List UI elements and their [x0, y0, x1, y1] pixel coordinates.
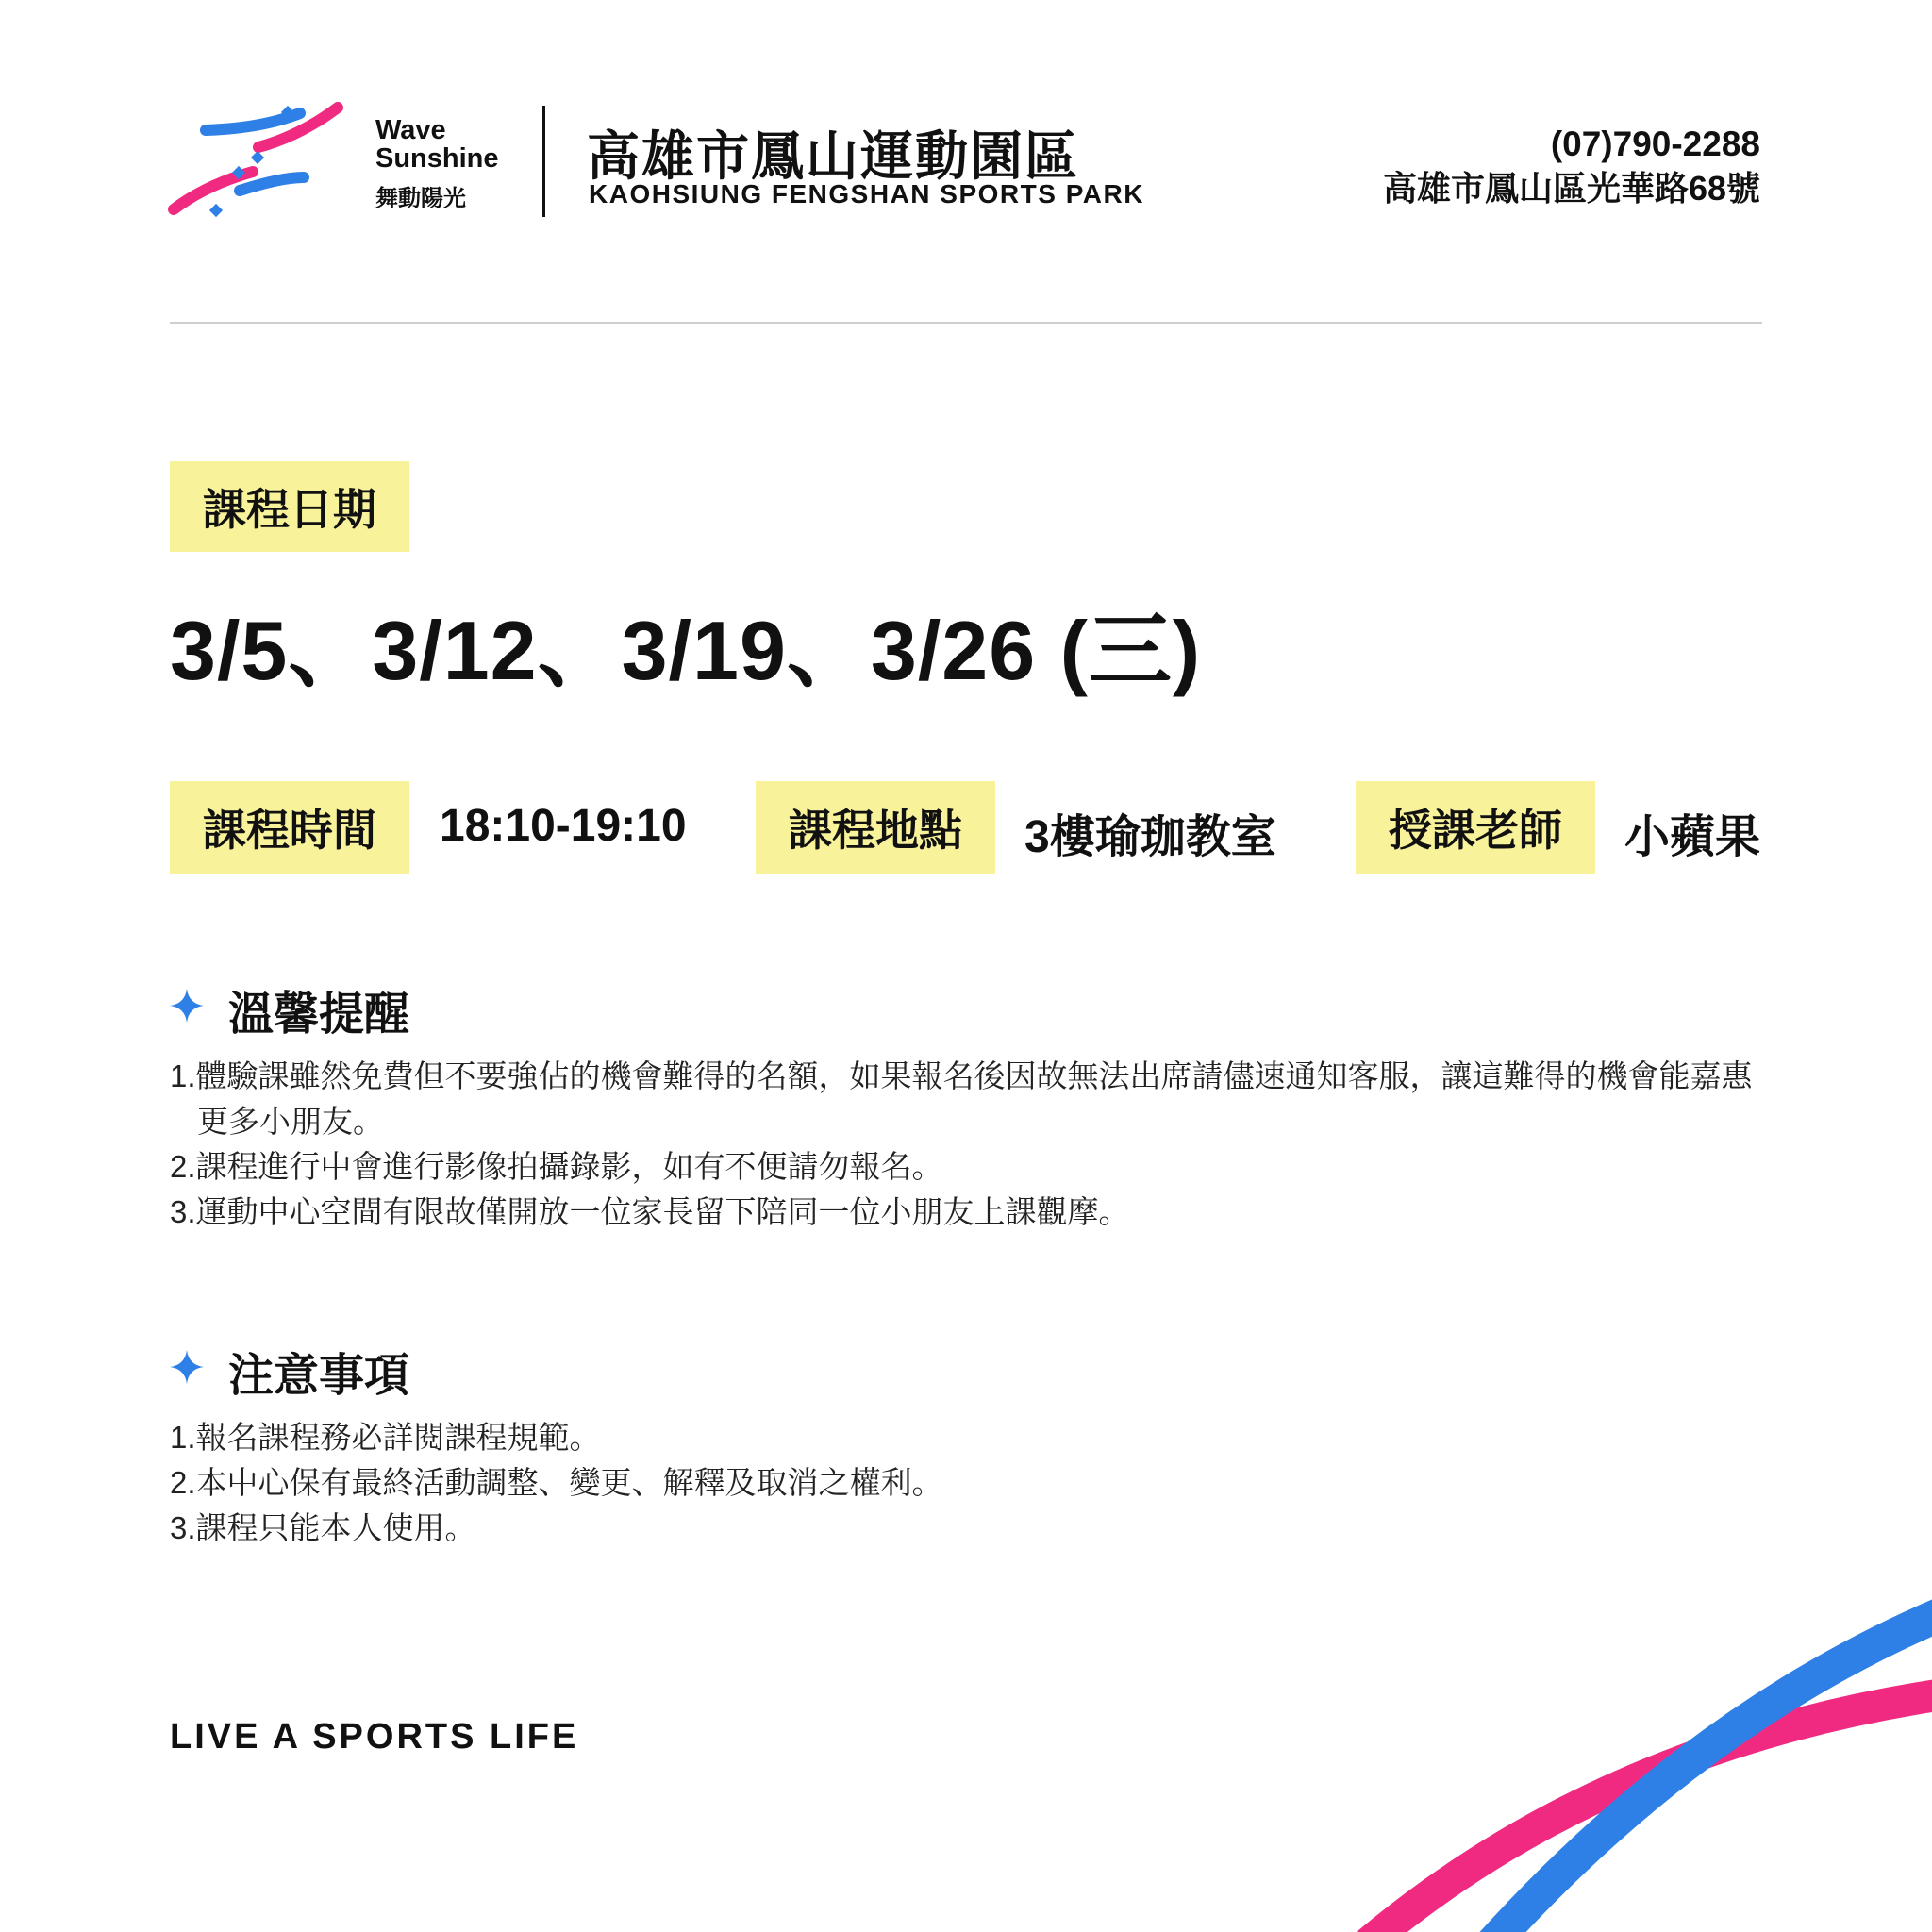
contact-address: 高雄市鳳山區光華路68號 [1382, 169, 1760, 208]
notes-item: 1.報名課程務必詳閱課程規範。 [170, 1420, 601, 1455]
course-place-value: 3樓瑜珈教室 [1024, 812, 1276, 862]
brand-name-en-line2: Sunshine [375, 143, 499, 174]
notes-item: 2.本中心保有最終活動調整、變更、解釋及取消之權利。 [170, 1465, 943, 1500]
notes-title: 注意事項 [228, 1351, 410, 1401]
course-date-label: 課程日期 [170, 461, 409, 552]
reminder-item: 3.運動中心空間有限故僅開放一位家長留下陪同一位小朋友上課觀摩。 [170, 1194, 1130, 1229]
diamond-star-icon [170, 1350, 204, 1384]
course-place-label: 課程地點 [756, 781, 995, 874]
blue-wave-stripe [1492, 1613, 1932, 1932]
pink-wave-stripe [1368, 1694, 1932, 1932]
contact-phone: (07)790-2288 [1550, 125, 1760, 163]
brand-name-en-line1: Wave [375, 115, 446, 145]
reminder-item: 1.體驗課雖然免費但不要強佔的機會難得的名額，如果報名後因故無法出席請儘速通知客服，讓這難得的機會能嘉惠更多小朋友。 [170, 1058, 1753, 1139]
course-time-label: 課程時間 [170, 781, 409, 874]
wave-sunshine-logo-icon [168, 98, 357, 230]
notes-list [170, 1415, 1774, 1551]
diamond-star-icon [170, 989, 204, 1023]
course-dates: 3/5、3/12、3/19、3/26 (三) [170, 604, 1202, 697]
header-rule [170, 322, 1762, 324]
course-time-value: 18:10-19:10 [440, 801, 687, 851]
reminder-title: 溫馨提醒 [228, 990, 410, 1040]
reminder-item: 2.課程進行中會進行影像拍攝錄影，如有不便請勿報名。 [170, 1149, 943, 1184]
course-teacher-value: 小蘋果 [1624, 812, 1760, 862]
park-name-zh: 高雄市鳳山運動園區 [587, 126, 1079, 186]
notes-item: 3.課程只能本人使用。 [170, 1510, 476, 1545]
header-divider [542, 106, 545, 217]
course-teacher-label: 授課老師 [1356, 781, 1595, 874]
park-name-en: KAOHSIUNG FENGSHAN SPORTS PARK [589, 179, 1144, 208]
brand-name-zh: 舞動陽光 [375, 186, 466, 211]
reminder-list [170, 1054, 1774, 1235]
footer-slogan: LIVE A SPORTS LIFE [170, 1717, 579, 1757]
